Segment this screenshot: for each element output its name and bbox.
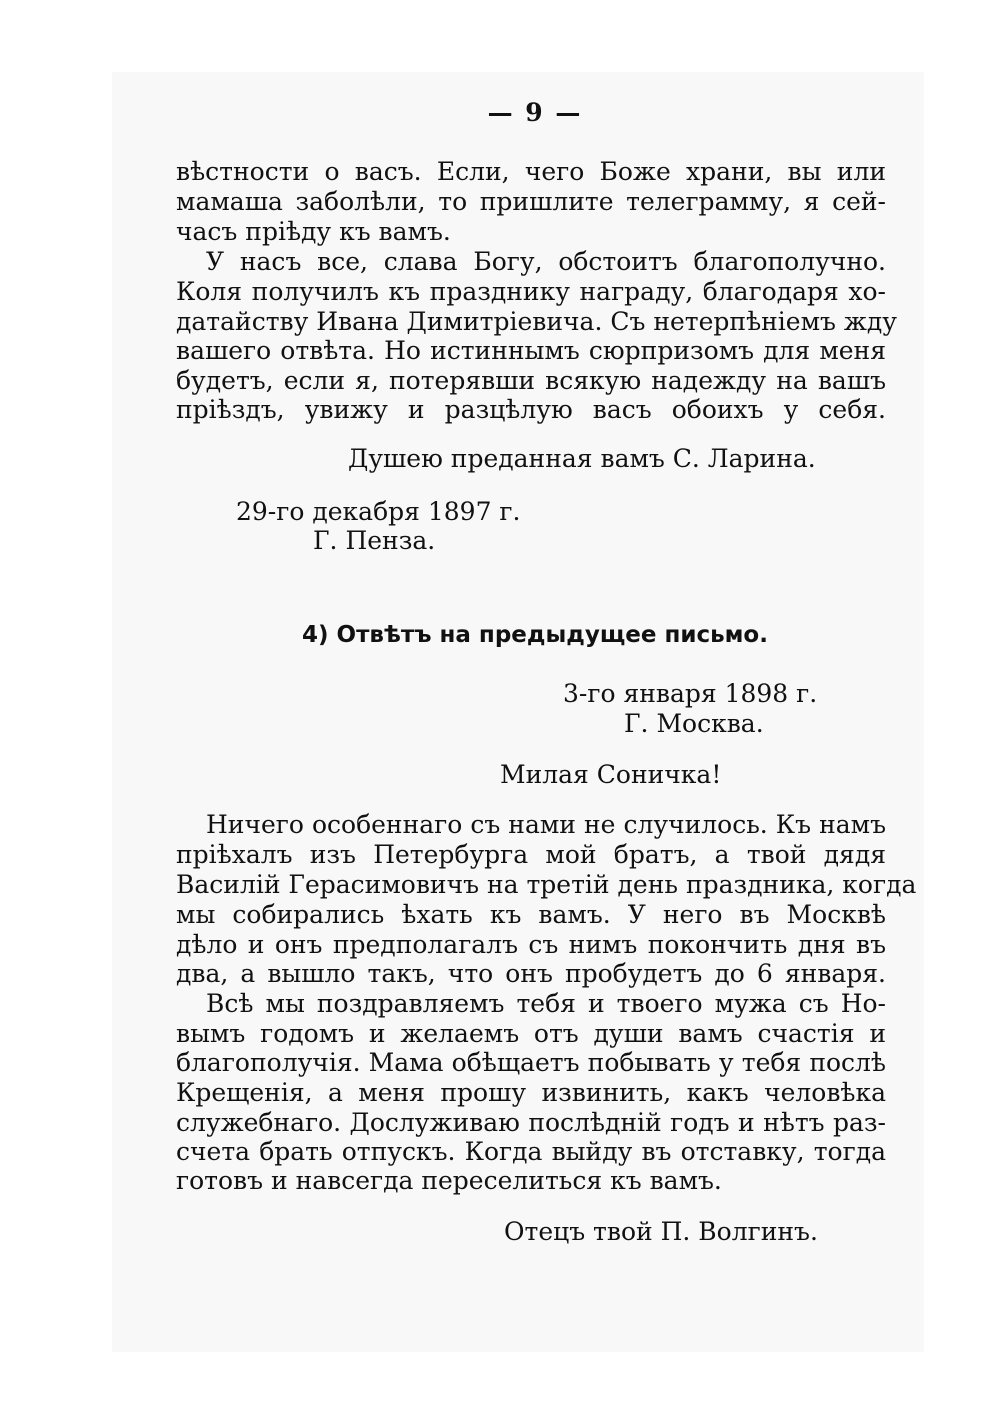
letter1-place: Г. Пенза.: [313, 526, 436, 555]
letter2-line: готовъ и навсегда переселиться къ вамъ.: [176, 1166, 722, 1195]
letter1-line: часъ прiѣду къ вамъ.: [176, 217, 451, 246]
letter1-line: прiѣздъ, увижу и разцѣлую васъ обоихъ у себя.: [176, 395, 886, 424]
letter2-line: дѣло и онъ предполагалъ съ нимъ покончить дня въ: [176, 930, 886, 959]
letter2-place: Г. Москва.: [624, 709, 764, 738]
letter2-line: счета брать отпускъ. Когда выйду въ отставку, тогда: [176, 1137, 886, 1166]
letter2-line: Ничего особеннаго съ нами не случилось. Къ намъ: [206, 810, 886, 839]
letter1-date: 29-го декабря 1897 г.: [236, 497, 521, 526]
letter1-line: будетъ, если я, потерявши всякую надежду на вашъ: [176, 366, 886, 395]
letter2-date: 3-го января 1898 г.: [563, 679, 818, 708]
letter1-line: вашего отвѣта. Но истиннымъ сюрпризомъ для меня: [176, 336, 886, 365]
letter2-line: Василiй Герасимовичъ на третiй день праздника, когда: [176, 870, 917, 899]
letter1-line: датайству Ивана Димитрiевича. Съ нетерпѣнiемъ жду: [176, 307, 897, 336]
letter2-line: Всѣ мы поздравляемъ тебя и твоего мужа съ Но-: [206, 989, 886, 1018]
letter1-signature: Душею преданная вамъ С. Ларина.: [348, 444, 816, 473]
page-number: — 9 —: [487, 98, 583, 127]
letter2-line: прiѣхалъ изъ Петербурга мой братъ, а твой дядя: [176, 840, 886, 869]
letter2-signature: Отецъ твой П. Волгинъ.: [504, 1217, 818, 1246]
letter1-line: У насъ все, слава Богу, обстоитъ благополучно.: [206, 247, 886, 276]
letter2-line: благополучiя. Мама обѣщаетъ побывать у тебя послѣ: [176, 1048, 886, 1077]
letter1-line: мамаша заболѣли, то пришлите телеграмму, я сей-: [176, 187, 886, 216]
letter1-line: Коля получилъ къ празднику награду, благодаря хо-: [176, 277, 886, 306]
letter2-line: Крещенiя, а меня прошу извинить, какъ человѣка: [176, 1078, 886, 1107]
letter1-line: вѣстности о васъ. Если, чего Боже храни, вы или: [176, 157, 886, 186]
letter2-line: мы собирались ѣхать къ вамъ. У него въ Москвѣ: [176, 900, 886, 929]
letter2-line: два, а вышло такъ, что онъ пробудетъ до 6 января.: [176, 959, 886, 988]
letter2-heading: 4) Отвѣтъ на предыдущее письмо.: [302, 622, 768, 648]
letter2-line: вымъ годомъ и желаемъ отъ души вамъ счастiя и: [176, 1019, 886, 1048]
letter2-greeting: Милая Соничка!: [500, 760, 722, 789]
letter2-line: служебнаго. Дослуживаю послѣднiй годъ и нѣтъ раз-: [176, 1108, 886, 1137]
